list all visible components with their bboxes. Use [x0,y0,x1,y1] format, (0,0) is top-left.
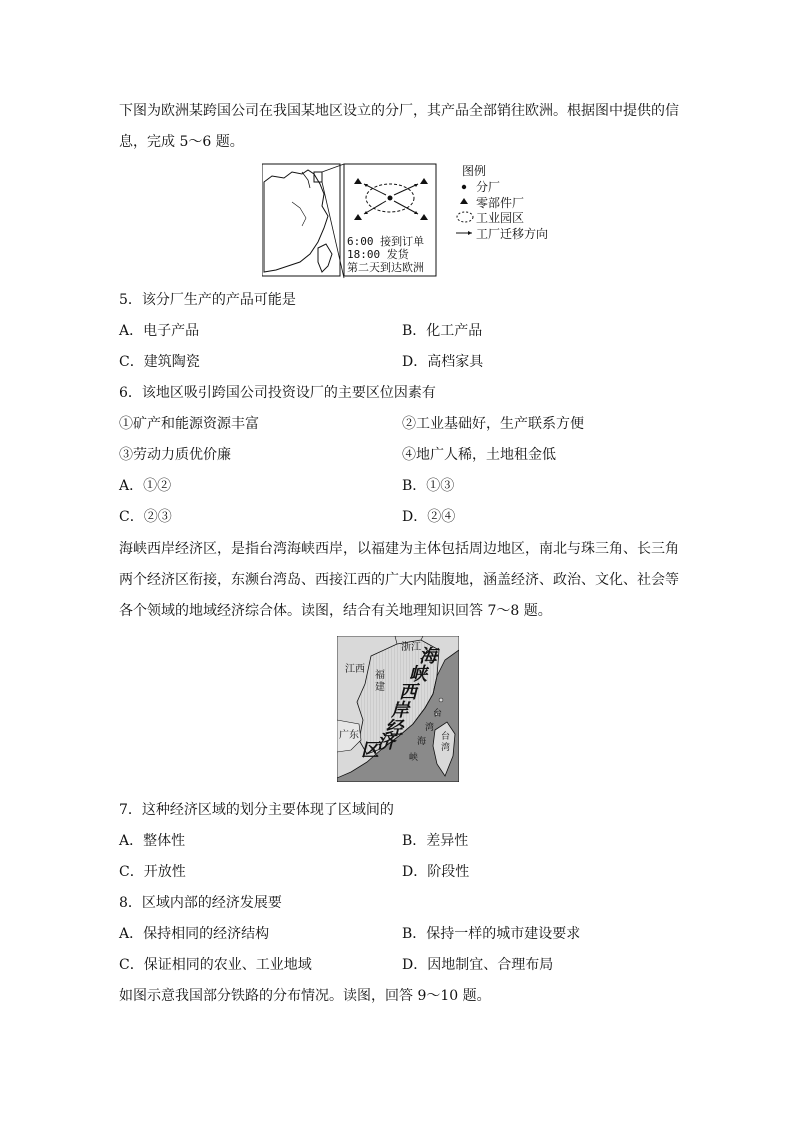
q5-option-d[interactable]: D．高档家具 [402,354,484,370]
q6-option-c[interactable]: C．②③ [119,509,172,525]
region-char-2: 峡 [409,664,427,685]
intro2-line-2: 两个经济区衔接，东濒台湾岛、西接江西的广大内陆腹地，涵盖经济、政治、文化、社会等 [119,572,679,588]
label-jiangxi: 江西 [345,664,365,675]
order-note-2: 18:00 发货 [347,248,409,261]
q6-statement-2: ②工业基础好，生产联系方便 [402,416,584,432]
intro2-line-3: 各个领域的地域经济综合体。读图，结合有关地理知识回答 7～8 题。 [119,603,552,619]
q6-statement-1: ①矿产和能源资源丰富 [119,416,259,432]
region-char-6: 济 [377,732,395,753]
intro-paragraph-line-2: 息，完成 5～6 题。 [119,134,244,150]
region-char-7: 区 [361,740,379,761]
legend-label-park: 工业园区 [476,211,525,225]
q6-option-d[interactable]: D．②④ [402,509,456,525]
legend-label-migration: 工厂迁移方向 [476,227,549,241]
label-strait-char-4: 峡 [409,753,419,763]
q6-statement-4: ④地广人稀，土地租金低 [402,447,556,463]
q6-option-a[interactable]: A．①② [119,478,172,494]
west-strait-map [337,636,459,782]
region-char-1: 海 [419,646,437,667]
legend-label-parts: 零部件厂 [476,196,525,210]
intro3-line-1: 如图示意我国部分铁路的分布情况。读图，回答 9～10 题。 [119,988,491,1004]
q8-option-c[interactable]: C．保证相同的农业、工业地域 [119,957,312,973]
q7-option-a[interactable]: A．整体性 [119,833,186,849]
q8-option-d[interactable]: D．因地制宜、合理布局 [402,957,554,973]
order-note-1: 6:00 接到订单 [347,235,425,248]
region-char-3: 西 [399,682,417,703]
legend-triangle-symbol [460,198,468,204]
label-taiwan: 台湾 [441,732,451,753]
label-strait-char-2: 湾 [425,723,435,733]
q7-stem: 7．这种经济区域的划分主要体现了区域间的 [119,802,394,818]
intro2-line-1: 海峡西岸经济区，是指台湾海峡西岸，以福建为主体包括周边地区，南北与珠三角、长三角 [119,541,679,557]
q7-option-c[interactable]: C．开放性 [119,864,186,880]
q7-option-b[interactable]: B．差异性 [402,833,469,849]
legend-ellipse-symbol [457,212,473,222]
q5-option-a[interactable]: A．电子产品 [119,323,200,339]
legend-label-branch: 分厂 [476,180,501,194]
q6-stem: 6．该地区吸引跨国公司投资设厂的主要区位因素有 [119,385,436,401]
label-strait-char-3: 海 [417,737,427,747]
legend-dot-symbol [462,185,466,189]
q8-stem: 8．区域内部的经济发展要 [119,895,282,911]
legend-title: 图例 [462,164,487,178]
order-note-3: 第二天到达欧洲 [347,261,424,274]
label-guangdong: 广东 [339,730,359,741]
intro-paragraph-line-1: 下图为欧洲某跨国公司在我国某地区设立的分厂，其产品全部销往欧洲。根据图中提供的信 [119,103,679,119]
region-char-5: 经 [385,718,403,739]
q8-option-b[interactable]: B．保持一样的城市建设要求 [402,926,581,942]
branch-factory-figure [262,162,552,280]
q8-option-a[interactable]: A．保持相同的经济结构 [119,926,270,942]
q6-statement-3: ③劳动力质优价廉 [119,447,231,463]
region-char-4: 岸 [391,700,409,721]
label-zhejiang: 浙江 [401,642,421,653]
label-strait-char-1: 台 [433,709,443,719]
q5-option-b[interactable]: B．化工产品 [402,323,483,339]
q7-option-d[interactable]: D．阶段性 [402,864,470,880]
branch-factory-dot [388,196,393,201]
q5-option-c[interactable]: C．建筑陶瓷 [119,354,200,370]
q6-option-b[interactable]: B．①③ [402,478,455,494]
label-fujian: 福建 [375,670,385,693]
q5-stem: 5．该分厂生产的产品可能是 [119,292,296,308]
